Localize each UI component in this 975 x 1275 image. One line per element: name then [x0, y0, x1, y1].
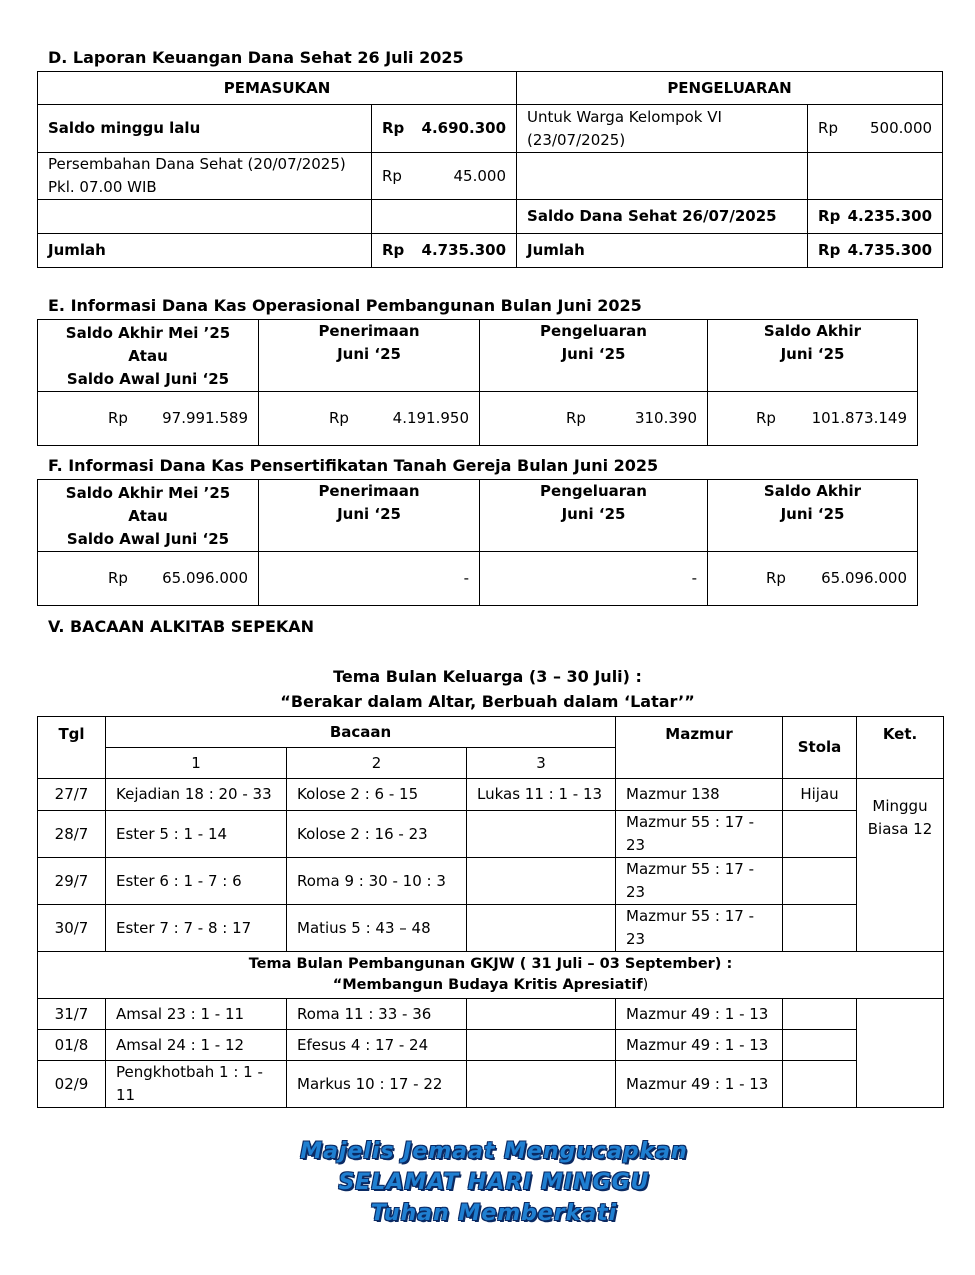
reading-3	[467, 905, 616, 952]
table-row	[38, 999, 944, 1030]
header-line: Penerimaan	[318, 482, 420, 500]
ket-minggu-biasa: Minggu Biasa 12	[857, 779, 944, 952]
table-row	[38, 811, 944, 858]
table-row	[38, 392, 918, 446]
currency: Rp	[108, 409, 128, 427]
table-row	[38, 200, 943, 234]
header-line: Penerimaan	[318, 322, 420, 340]
currency: Rp	[818, 241, 841, 259]
date-cell: 28/7	[38, 811, 106, 858]
expense-header: PENGELUARAN	[517, 72, 943, 105]
income-label: Saldo minggu lalu	[38, 105, 372, 153]
reading-2: Roma 9 : 30 - 10 : 3	[287, 858, 467, 905]
reading-3	[467, 999, 616, 1030]
expense-amount: 500.000	[870, 119, 933, 137]
header-line: Saldo Awal Juni ‘25	[66, 370, 230, 388]
theme2-title: Tema Bulan Pembangunan GKJW ( 31 Juli – 03 September) :	[248, 956, 733, 972]
dana-sehat-table	[37, 71, 943, 268]
theme2-subtitle: “Membangun Budaya Kritis Apresiatif	[332, 977, 643, 993]
reading-3	[467, 811, 616, 858]
psalm: Mazmur 55 : 17 - 23	[616, 905, 783, 952]
theme-title: Tema Bulan Keluarga (3 – 30 Juli) :	[333, 667, 642, 686]
reading-2: Efesus 4 : 17 - 24	[287, 1030, 467, 1061]
reading-3: Lukas 11 : 1 - 13	[467, 779, 616, 811]
expense-amount: 4.235.300	[847, 207, 933, 225]
income-total: 4.735.300	[421, 241, 507, 259]
reading-1: Amsal 24 : 1 - 12	[106, 1030, 287, 1061]
theme-subtitle: “Berakar dalam Altar, Berbuah dalam ‘Latar’”	[280, 692, 695, 711]
section-e-title: E. Informasi Dana Kas Operasional Pembangunan Bulan Juni 2025	[48, 296, 642, 315]
date-cell: 27/7	[38, 779, 106, 811]
header-line: Saldo Awal Juni ‘25	[66, 530, 230, 548]
amount: -	[463, 569, 469, 587]
expense-total: 4.735.300	[847, 241, 933, 259]
currency: Rp	[382, 241, 405, 259]
table-row	[38, 779, 944, 811]
header-line: Juni ‘25	[337, 505, 401, 523]
psalm: Mazmur 138	[616, 779, 783, 811]
kas-operasional-table	[37, 319, 918, 446]
header-line: Pengeluaran	[540, 322, 647, 340]
reading-3	[467, 858, 616, 905]
col-stola: Stola	[783, 717, 857, 779]
header-line: Pengeluaran	[540, 482, 647, 500]
date-cell: 31/7	[38, 999, 106, 1030]
reading-3	[467, 1061, 616, 1108]
bible-reading-table	[37, 716, 944, 1108]
kas-sertifikat-table	[37, 479, 918, 606]
reading-2: Markus 10 : 17 - 22	[287, 1061, 467, 1108]
amount: 65.096.000	[162, 569, 248, 587]
reading-1: Amsal 23 : 1 - 11	[106, 999, 287, 1030]
table-row	[38, 153, 943, 200]
section-d-title: D. Laporan Keuangan Dana Sehat 26 Juli 2025	[48, 48, 464, 67]
reading-2: Kolose 2 : 6 - 15	[287, 779, 467, 811]
income-label	[38, 200, 372, 234]
income-amount: 4.690.300	[421, 119, 507, 137]
date-cell: 29/7	[38, 858, 106, 905]
psalm: Mazmur 49 : 1 - 13	[616, 999, 783, 1030]
header-line: Saldo Akhir	[763, 482, 862, 500]
table-row	[38, 234, 943, 268]
header-line: Saldo Akhir	[763, 322, 862, 340]
stola	[783, 858, 857, 905]
currency: Rp	[766, 569, 786, 587]
stola: Hijau	[783, 779, 857, 811]
table-row	[38, 905, 944, 952]
stola	[783, 811, 857, 858]
header-line: Juni ‘25	[337, 345, 401, 363]
psalm: Mazmur 49 : 1 - 13	[616, 1061, 783, 1108]
table-row	[38, 1030, 944, 1061]
closing-line-2: SELAMAT HARI MINGGU	[338, 1170, 650, 1195]
amount: 97.991.589	[162, 409, 248, 427]
col-bacaan-1: 1	[106, 748, 287, 779]
stola	[783, 999, 857, 1030]
amount: 101.873.149	[811, 409, 907, 427]
table-row	[38, 1061, 944, 1108]
reading-3	[467, 1030, 616, 1061]
currency: Rp	[382, 166, 402, 185]
currency: Rp	[108, 569, 128, 587]
col-bacaan-3: 3	[467, 748, 616, 779]
stola	[783, 1030, 857, 1061]
currency: Rp	[818, 207, 841, 225]
psalm: Mazmur 55 : 17 - 23	[616, 858, 783, 905]
date-cell: 01/8	[38, 1030, 106, 1061]
header-line: Juni ‘25	[561, 505, 626, 523]
header-line: Juni ‘25	[780, 345, 845, 363]
header-line: Juni ‘25	[780, 505, 845, 523]
currency: Rp	[818, 119, 838, 137]
col-mazmur: Mazmur	[616, 717, 783, 779]
amount: 4.191.950	[392, 409, 469, 427]
table-row	[38, 552, 918, 606]
reading-1: Ester 5 : 1 - 14	[106, 811, 287, 858]
col-bacaan-2: 2	[287, 748, 467, 779]
amount: -	[691, 569, 697, 587]
income-header: PEMASUKAN	[38, 72, 517, 105]
currency: Rp	[566, 409, 586, 427]
col-ket: Ket.	[857, 717, 944, 779]
amount: 310.390	[634, 409, 697, 427]
header-line: Saldo Akhir Mei ’25 Atau	[65, 324, 231, 365]
reading-2: Kolose 2 : 16 - 23	[287, 811, 467, 858]
reading-2: Roma 11 : 33 - 36	[287, 999, 467, 1030]
expense-label	[517, 153, 808, 200]
reading-1: Kejadian 18 : 20 - 33	[106, 779, 287, 811]
table-row	[38, 105, 943, 153]
header-line: Juni ‘25	[561, 345, 626, 363]
header-line: Saldo Akhir Mei ’25 Atau	[65, 484, 231, 525]
closing-line-3: Tuhan Memberkati	[370, 1201, 618, 1226]
psalm: Mazmur 55 : 17 - 23	[616, 811, 783, 858]
ket-empty	[857, 999, 944, 1108]
income-amount: 45.000	[453, 166, 507, 185]
amount: 65.096.000	[821, 569, 907, 587]
income-label: Persembahan Dana Sehat (20/07/2025) Pkl. 07.00 WIB	[38, 153, 372, 200]
expense-label: Untuk Warga Kelompok VI (23/07/2025)	[517, 105, 808, 153]
reading-1: Ester 7 : 7 - 8 : 17	[106, 905, 287, 952]
col-bacaan: Bacaan	[106, 717, 616, 748]
theme-row	[38, 952, 944, 999]
date-cell: 02/9	[38, 1061, 106, 1108]
psalm: Mazmur 49 : 1 - 13	[616, 1030, 783, 1061]
currency: Rp	[756, 409, 776, 427]
stola	[783, 1061, 857, 1108]
expense-label: Saldo Dana Sehat 26/07/2025	[517, 200, 808, 234]
date-cell: 30/7	[38, 905, 106, 952]
col-tgl: Tgl	[38, 717, 106, 779]
section-v-title: V. BACAAN ALKITAB SEPEKAN	[48, 617, 315, 636]
currency: Rp	[329, 409, 349, 427]
theme2-close: )	[642, 977, 649, 993]
table-row	[38, 858, 944, 905]
stola	[783, 905, 857, 952]
reading-2: Matius 5 : 43 – 48	[287, 905, 467, 952]
reading-1: Ester 6 : 1 - 7 : 6	[106, 858, 287, 905]
currency: Rp	[382, 119, 405, 137]
section-f-title: F. Informasi Dana Kas Pensertifikatan Tanah Gereja Bulan Juni 2025	[48, 456, 659, 475]
reading-1: Pengkhotbah 1 : 1 - 11	[106, 1061, 287, 1108]
expense-total-label: Jumlah	[517, 234, 808, 268]
income-total-label: Jumlah	[38, 234, 372, 268]
closing-line-1: Majelis Jemaat Mengucapkan	[300, 1139, 688, 1164]
